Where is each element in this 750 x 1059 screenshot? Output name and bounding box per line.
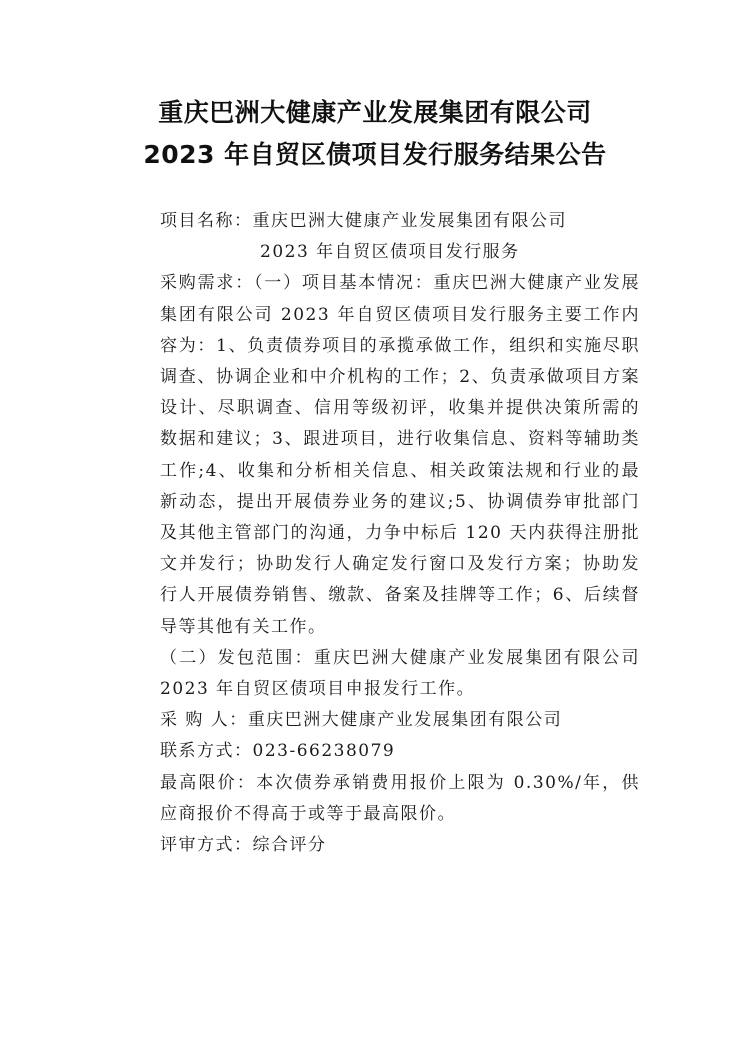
- evaluation-row: [160, 830, 640, 861]
- requirement-label: 采购需求：: [160, 273, 254, 294]
- price-limit-label: 最高限价：: [160, 772, 257, 793]
- contact-label: 联系方式：: [160, 741, 253, 762]
- title-line-2: 2023 年自贸区债项目发行服务结果公告: [143, 140, 607, 169]
- purchaser-label: 采 购 人：: [160, 710, 248, 731]
- requirement-part-2: （二）发包范围：重庆巴洲大健康产业发展集团有限公司 2023 年自贸区债项目申报发行工作。: [160, 647, 640, 700]
- evaluation-label: 评审方式：: [160, 835, 253, 856]
- title-line-1: 重庆巴洲大健康产业发展集团有限公司: [158, 98, 592, 127]
- requirement-row: [160, 268, 640, 642]
- project-label: 项目名称：: [160, 211, 253, 231]
- contact-value: 023-66238079: [252, 741, 396, 762]
- price-limit-value: 本次债券承销费用报价上限为 0.30%/年，供应商报价不得高于或等于最高限价。: [160, 772, 640, 824]
- evaluation-value: 综合评分: [252, 835, 327, 856]
- document-body: [160, 206, 640, 861]
- requirement-part-1: （一）项目基本情况：重庆巴洲大健康产业发展集团有限公司 2023 年自贸区债项目发行服务主要工作内容为：1、负责债券项目的承揽承做工作，组织和实施尽职调查、协调企业和中介机构的工作；2、负责承做项目方案设计、尽职调查、信用等级初评，收集并提供决策所需的数据和建议；3、跟进项目，进行收集信息、资料等辅助类工作;4、收集和分析相关信息、相关政策法规和行业的最新动态，提出开展债券业务的建议;5、协调债券审批部门及其他主管部门的沟通，力争中标后 120 天内获得注册批文并发行；协助发行人确定发行窗口及发行方案；协助发行人开展债券销售、缴款、备案及挂牌等工作；6、后续督导等其他有关工作。: [160, 273, 640, 637]
- contact-row: [160, 736, 640, 767]
- project-name-2: 2023 年自贸区债项目发行服务: [260, 242, 520, 263]
- project-name-1: 重庆巴洲大健康产业发展集团有限公司: [252, 211, 567, 231]
- price-limit-row: [160, 768, 640, 830]
- project-name-row: [160, 206, 640, 237]
- purchaser-value: 重庆巴洲大健康产业发展集团有限公司: [247, 710, 563, 731]
- purchaser-row: [160, 705, 640, 736]
